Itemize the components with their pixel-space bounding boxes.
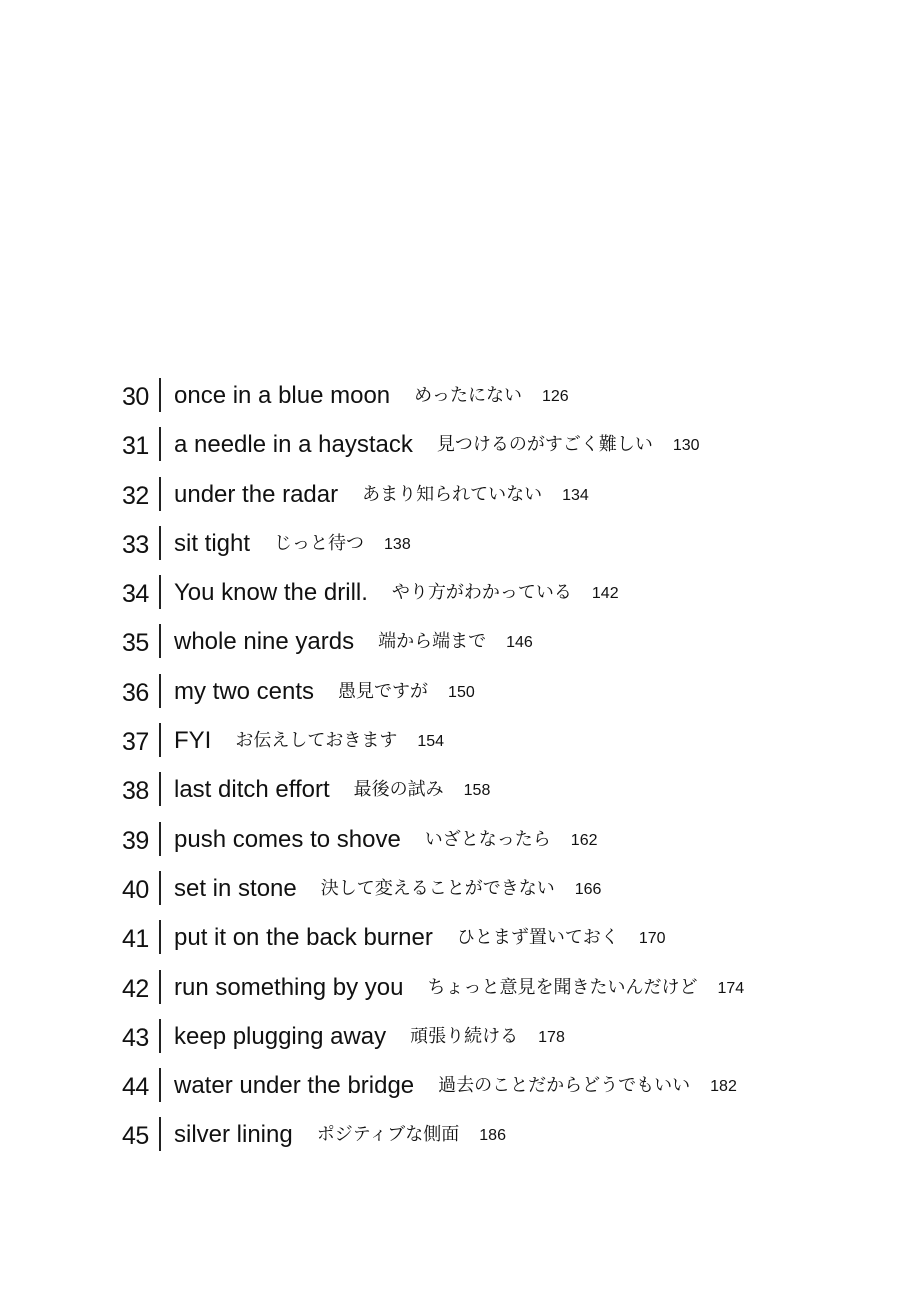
entry-text (174, 382, 569, 413)
toc-entry[interactable] (0, 372, 900, 421)
entry-meaning: 愚見ですが (338, 680, 429, 702)
entry-meaning: 端から端まで (378, 631, 487, 653)
entry-meaning: ひとまず置いておく (456, 927, 619, 949)
entry-page: 134 (562, 486, 589, 504)
entry-phrase: put it on the back burner (174, 924, 433, 952)
entry-text (174, 776, 490, 807)
entry-phrase: push comes to shove (174, 825, 401, 853)
entry-page: 154 (417, 733, 445, 751)
toc-entry[interactable] (0, 471, 900, 520)
entry-phrase: run something by you (174, 973, 404, 1001)
entry-meaning: じっと待つ (274, 532, 365, 554)
toc-entry[interactable] (0, 717, 900, 766)
divider (159, 575, 161, 609)
entry-phrase: last ditch effort (174, 776, 330, 804)
entry-page: 182 (710, 1078, 737, 1096)
toc-entry[interactable] (0, 618, 900, 667)
entry-phrase: FYI (174, 727, 212, 755)
entry-text (174, 530, 411, 561)
entry-text (174, 678, 475, 709)
entry-number: 30 (122, 383, 149, 411)
divider (159, 723, 161, 757)
entry-page: 162 (570, 831, 598, 849)
entry-meaning: 決して変えることができない (320, 877, 555, 899)
entry-page: 150 (448, 683, 475, 701)
entry-text (174, 727, 444, 758)
entry-phrase: once in a blue moon (174, 382, 391, 409)
entry-meaning: 最後の試み (353, 779, 444, 801)
entry-text (174, 1023, 565, 1054)
toc-entry[interactable] (0, 1111, 900, 1160)
divider (159, 871, 161, 905)
entry-phrase: water under the bridge (174, 1072, 415, 1100)
entry-text (174, 481, 589, 512)
entry-page: 130 (672, 437, 700, 455)
toc-entry[interactable] (0, 1062, 900, 1111)
entry-meaning: あまり知られていない (362, 483, 543, 505)
entry-number: 40 (122, 875, 149, 904)
entry-meaning: お伝えしておきます (235, 730, 398, 752)
toc-entry[interactable] (0, 865, 900, 914)
toc-entry[interactable] (0, 421, 900, 470)
divider (159, 674, 161, 708)
entry-number: 43 (122, 1023, 149, 1052)
entry-number: 42 (122, 974, 149, 1003)
divider (159, 1019, 161, 1053)
divider (159, 1068, 161, 1102)
entry-phrase: a needle in a haystack (174, 431, 413, 459)
divider (159, 970, 161, 1004)
divider (159, 822, 161, 856)
divider (159, 772, 161, 806)
entry-meaning: ちょっと意見を聞きたいんだけど (427, 976, 698, 998)
toc-entry[interactable] (0, 1013, 900, 1062)
entry-number: 39 (122, 826, 149, 855)
entry-number: 34 (122, 580, 149, 609)
entry-number: 33 (122, 530, 149, 559)
entry-meaning: ポジティブな側面 (316, 1124, 460, 1146)
entry-text (174, 431, 700, 462)
entry-text (174, 1072, 737, 1103)
entry-text (174, 628, 533, 659)
entry-page: 174 (717, 979, 745, 997)
entry-number: 35 (122, 629, 149, 658)
entry-page: 170 (638, 930, 666, 948)
divider (159, 1117, 161, 1151)
toc-entry[interactable] (0, 766, 900, 815)
entry-page: 186 (479, 1127, 506, 1145)
entry-page: 178 (538, 1028, 565, 1046)
entry-number: 31 (122, 432, 149, 461)
entry-phrase: silver lining (174, 1121, 293, 1149)
divider (159, 624, 161, 658)
entry-text (174, 826, 598, 857)
entry-number: 45 (122, 1122, 149, 1151)
entry-text (174, 974, 744, 1005)
entry-page: 142 (591, 585, 619, 603)
toc-entry[interactable] (0, 914, 900, 963)
table-of-contents (0, 372, 900, 1161)
divider (159, 526, 161, 560)
entry-page: 126 (541, 388, 569, 405)
entry-meaning: めったにない (414, 385, 522, 406)
entry-meaning: 頑張り続ける (410, 1025, 519, 1047)
entry-number: 32 (122, 481, 149, 510)
entry-phrase: You know the drill. (174, 579, 368, 607)
divider (159, 427, 161, 461)
entry-phrase: whole nine yards (174, 628, 355, 656)
divider (159, 378, 161, 412)
entry-meaning: いざとなったら (424, 828, 551, 850)
toc-entry[interactable] (0, 569, 900, 618)
entry-phrase: my two cents (174, 677, 315, 705)
entry-number: 44 (122, 1073, 149, 1102)
entry-number: 38 (122, 777, 149, 806)
entry-meaning: 過去のことだからどうでもいい (438, 1075, 691, 1097)
entry-meaning: 見つけるのがすごく難しい (436, 434, 653, 456)
toc-entry[interactable] (0, 964, 900, 1013)
entry-number: 36 (122, 678, 149, 707)
entry-text (174, 924, 666, 955)
entry-text (174, 875, 601, 906)
entry-text (174, 1121, 506, 1152)
entry-page: 138 (384, 535, 411, 553)
entry-phrase: set in stone (174, 874, 297, 902)
divider (159, 477, 161, 511)
toc-entry[interactable] (0, 668, 900, 717)
entry-number: 41 (122, 925, 149, 954)
toc-entry[interactable] (0, 816, 900, 865)
entry-number: 37 (122, 728, 149, 757)
entry-text (174, 579, 619, 610)
divider (159, 920, 161, 954)
entry-page: 146 (506, 634, 533, 652)
entry-phrase: keep plugging away (174, 1022, 387, 1050)
entry-phrase: under the radar (174, 480, 339, 508)
entry-phrase: sit tight (174, 529, 251, 557)
entry-page: 158 (463, 782, 491, 800)
entry-page: 166 (574, 880, 602, 898)
toc-entry[interactable] (0, 520, 900, 569)
entry-meaning: やり方がわかっている (391, 582, 572, 604)
